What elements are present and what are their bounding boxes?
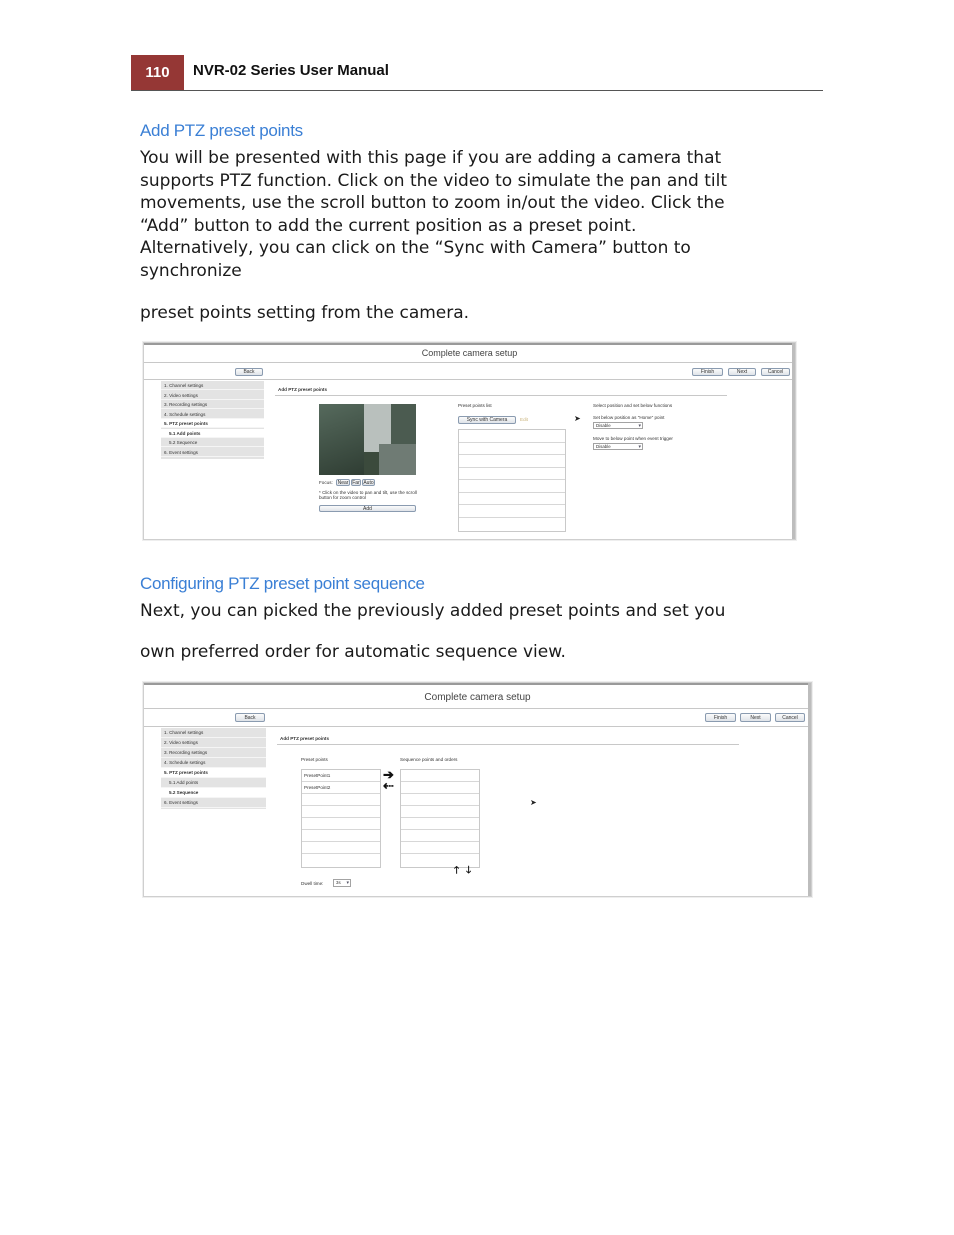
list-item[interactable] [401,842,479,854]
dwell-time-label: Dwell time: [301,881,324,886]
zoom-hint: * Click on the video to pan and tilt, use the scroll button for zoom control [319,490,417,500]
section2-line2: own preferred order for automatic sequence view. [140,642,566,662]
section-heading-add-ptz: Add PTZ preset points [140,121,303,140]
section1-paragraph-tail: preset points setting from the camera. [140,303,470,323]
list-item[interactable] [459,468,565,481]
list-item[interactable] [401,830,479,842]
paragraph-line: You will be presented with this page if you are adding a camera that [140,148,722,168]
home-point-label: Set below position as "Home" point [593,415,665,420]
back-button[interactable]: Back [235,368,263,376]
sidebar-item-channel[interactable]: 1. Channel settings [161,381,264,390]
move-down-arrow-icon[interactable]: 🡓 [466,865,472,876]
section-title: Add PTZ preset points [278,387,328,392]
finish-button[interactable]: Finish [705,713,736,722]
toolbar-divider [144,726,808,727]
title-divider [144,362,792,363]
edit-button-disabled[interactable]: Edit [520,417,528,422]
focus-near-button[interactable]: Near [337,480,349,486]
video-frame [391,404,416,444]
paragraph-line: supports PTZ function. Click on the video to simulate the pan and tilt [140,170,728,191]
cancel-button[interactable]: Cancel [775,713,805,722]
sidebar-item-add-points[interactable]: 5.1 Add points [161,778,266,788]
section1-paragraph [140,147,820,283]
section-underline [275,395,727,396]
focus-far-button[interactable]: Far [352,480,360,486]
move-left-arrow-icon[interactable]: ⇠ [383,778,394,793]
list-item[interactable] [302,830,380,842]
dwell-time-select[interactable]: 3s ▾ [333,879,351,887]
sidebar [161,381,264,459]
sidebar-item-video[interactable]: 2. Video settings [161,738,266,748]
preset-list-label: Preset points list [458,403,492,408]
paragraph-line: Alternatively, you can click on the “Sync with Camera” button to [140,238,691,259]
list-item[interactable] [459,443,565,456]
setup-title: Complete camera setup [424,692,531,703]
section-underline [277,744,739,745]
sidebar-item-schedule[interactable]: 4. Schedule settings [161,410,264,419]
finish-button[interactable]: Finish [692,368,723,376]
paragraph-line: movements, use the scroll button to zoom in/out the video. Click the [140,193,725,214]
sidebar-item-ptz[interactable]: 5. PTZ preset points [161,419,264,428]
section-heading-sequence: Configuring PTZ preset point sequence [140,574,425,593]
cancel-button[interactable]: Cancel [761,368,790,376]
preset-points-list[interactable] [458,429,566,532]
preset-points-label: Preset points [301,757,328,762]
list-item[interactable] [401,794,479,806]
focus-label: Focus: [319,480,333,485]
title-divider [144,708,808,709]
back-button[interactable]: Back [235,713,265,722]
setup-title: Complete camera setup [421,348,518,358]
next-button[interactable]: Next [740,713,771,722]
sequence-label: Sequence points and orders [400,757,458,762]
list-item[interactable] [459,430,565,443]
list-item[interactable] [302,818,380,830]
sync-camera-button[interactable]: Sync with Camera [458,416,516,424]
page-number: 110 [131,55,184,91]
sidebar-item-channel[interactable]: 1. Channel settings [161,728,266,738]
section2-line1: Next, you can picked the previously added preset points and set you [140,601,726,621]
header-divider [131,90,823,91]
camera-video[interactable] [319,404,416,475]
move-up-arrow-icon[interactable]: 🡑 [454,865,460,876]
move-right-arrow-icon[interactable]: ➔ [383,767,394,782]
sidebar-item-video[interactable]: 2. Video settings [161,391,264,400]
sidebar-item-event[interactable]: 6. Event settings [161,798,266,808]
screenshot-sequence [143,682,812,897]
sidebar-item-sequence[interactable]: 5.2 Sequence [161,788,266,798]
window-top-border [144,343,795,345]
paragraph-line: synchronize [140,260,242,281]
screenshot-add-ptz-preset [143,342,796,540]
section-title: Add PTZ preset points [280,736,330,741]
next-button[interactable]: Next [728,368,756,376]
list-item[interactable] [401,770,479,782]
window-top-border [144,683,811,685]
toolbar-divider [144,379,792,380]
list-item[interactable] [302,806,380,818]
list-item[interactable] [302,842,380,854]
event-trigger-label: Move to below point when event trigger [593,436,673,441]
sidebar-item-event[interactable]: 6. Event settings [161,448,264,457]
list-item[interactable] [401,782,479,794]
focus-auto-button[interactable]: Auto [363,480,374,486]
list-item[interactable] [459,480,565,493]
sequence-list[interactable] [400,769,480,868]
window-right-border [792,343,795,539]
event-trigger-select[interactable]: Disable ▾ [593,443,643,450]
list-item[interactable] [459,455,565,468]
sidebar-item-recording[interactable]: 3. Recording settings [161,748,266,758]
preset-points-list[interactable] [301,769,381,868]
video-wall [319,404,364,475]
list-item[interactable]: PresetPoint1 [302,770,380,782]
sidebar-item-sequence[interactable]: 5.2 Sequence [161,438,264,447]
video-floor [379,444,416,475]
list-item[interactable] [401,818,479,830]
sidebar-item-schedule[interactable]: 4. Schedule settings [161,758,266,768]
sidebar [161,728,266,809]
list-item[interactable] [459,505,565,518]
list-item[interactable] [401,806,479,818]
sidebar-item-recording[interactable]: 3. Recording settings [161,400,264,409]
list-item[interactable] [302,794,380,806]
list-item[interactable] [459,493,565,506]
window-right-border [808,683,811,896]
sidebar-item-ptz[interactable]: 5. PTZ preset points [161,768,266,778]
paragraph-line: “Add” button to add the current position as a preset point. [140,215,637,236]
mouse-cursor-icon: ➤ [530,798,537,807]
mouse-cursor-icon: ➤ [574,414,581,423]
manual-title: NVR-02 Series User Manual [193,62,389,79]
list-item[interactable]: PresetPoint2 [302,782,380,794]
sidebar-item-add-points[interactable]: 5.1 Add points [161,429,264,438]
select-position-label: Select position and set below functions [593,403,673,408]
add-button[interactable]: Add [319,505,416,512]
home-point-select[interactable]: Disable ▾ [593,422,643,429]
